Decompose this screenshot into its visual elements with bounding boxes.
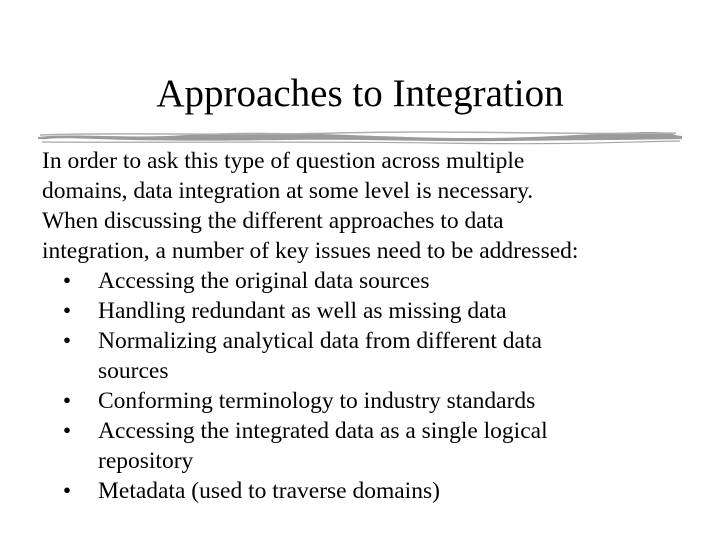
bullet-dot-icon: • <box>62 418 72 444</box>
bullet-item <box>42 476 692 506</box>
bullet-text: sources <box>98 358 169 384</box>
bullet-dot-icon: • <box>62 388 72 414</box>
intro-line: domains, data integration at some level is necessary. <box>42 178 534 204</box>
bullet-item <box>42 266 692 296</box>
slide-title: Approaches to Integration <box>156 72 564 115</box>
bullet-list <box>42 266 692 506</box>
bullet-dot-icon: • <box>62 298 72 324</box>
bullet-text: Normalizing analytical data from different data <box>98 328 542 354</box>
intro-line: In order to ask this type of question across multiple <box>42 148 525 174</box>
bullet-dot-icon: • <box>62 328 72 354</box>
title-underline-rule <box>36 124 684 148</box>
bullet-dot-icon: • <box>62 268 72 294</box>
bullet-dot-icon: • <box>62 478 72 504</box>
bullet-text: Metadata (used to traverse domains) <box>98 478 440 504</box>
slide-body <box>42 146 692 506</box>
bullet-text: repository <box>98 448 194 474</box>
bullet-item <box>42 386 692 416</box>
bullet-item <box>42 416 692 476</box>
intro-line: integration, a number of key issues need to be addressed: <box>42 238 579 264</box>
bullet-text: Handling redundant as well as missing data <box>98 298 507 324</box>
bullet-text: Accessing the original data sources <box>98 268 430 294</box>
intro-paragraph <box>42 146 692 266</box>
bullet-item <box>42 296 692 326</box>
bullet-text: Conforming terminology to industry standards <box>98 388 536 414</box>
intro-line: When discussing the different approaches to data <box>42 208 504 234</box>
bullet-item <box>42 326 692 386</box>
bullet-text: Accessing the integrated data as a single logical <box>98 418 548 444</box>
